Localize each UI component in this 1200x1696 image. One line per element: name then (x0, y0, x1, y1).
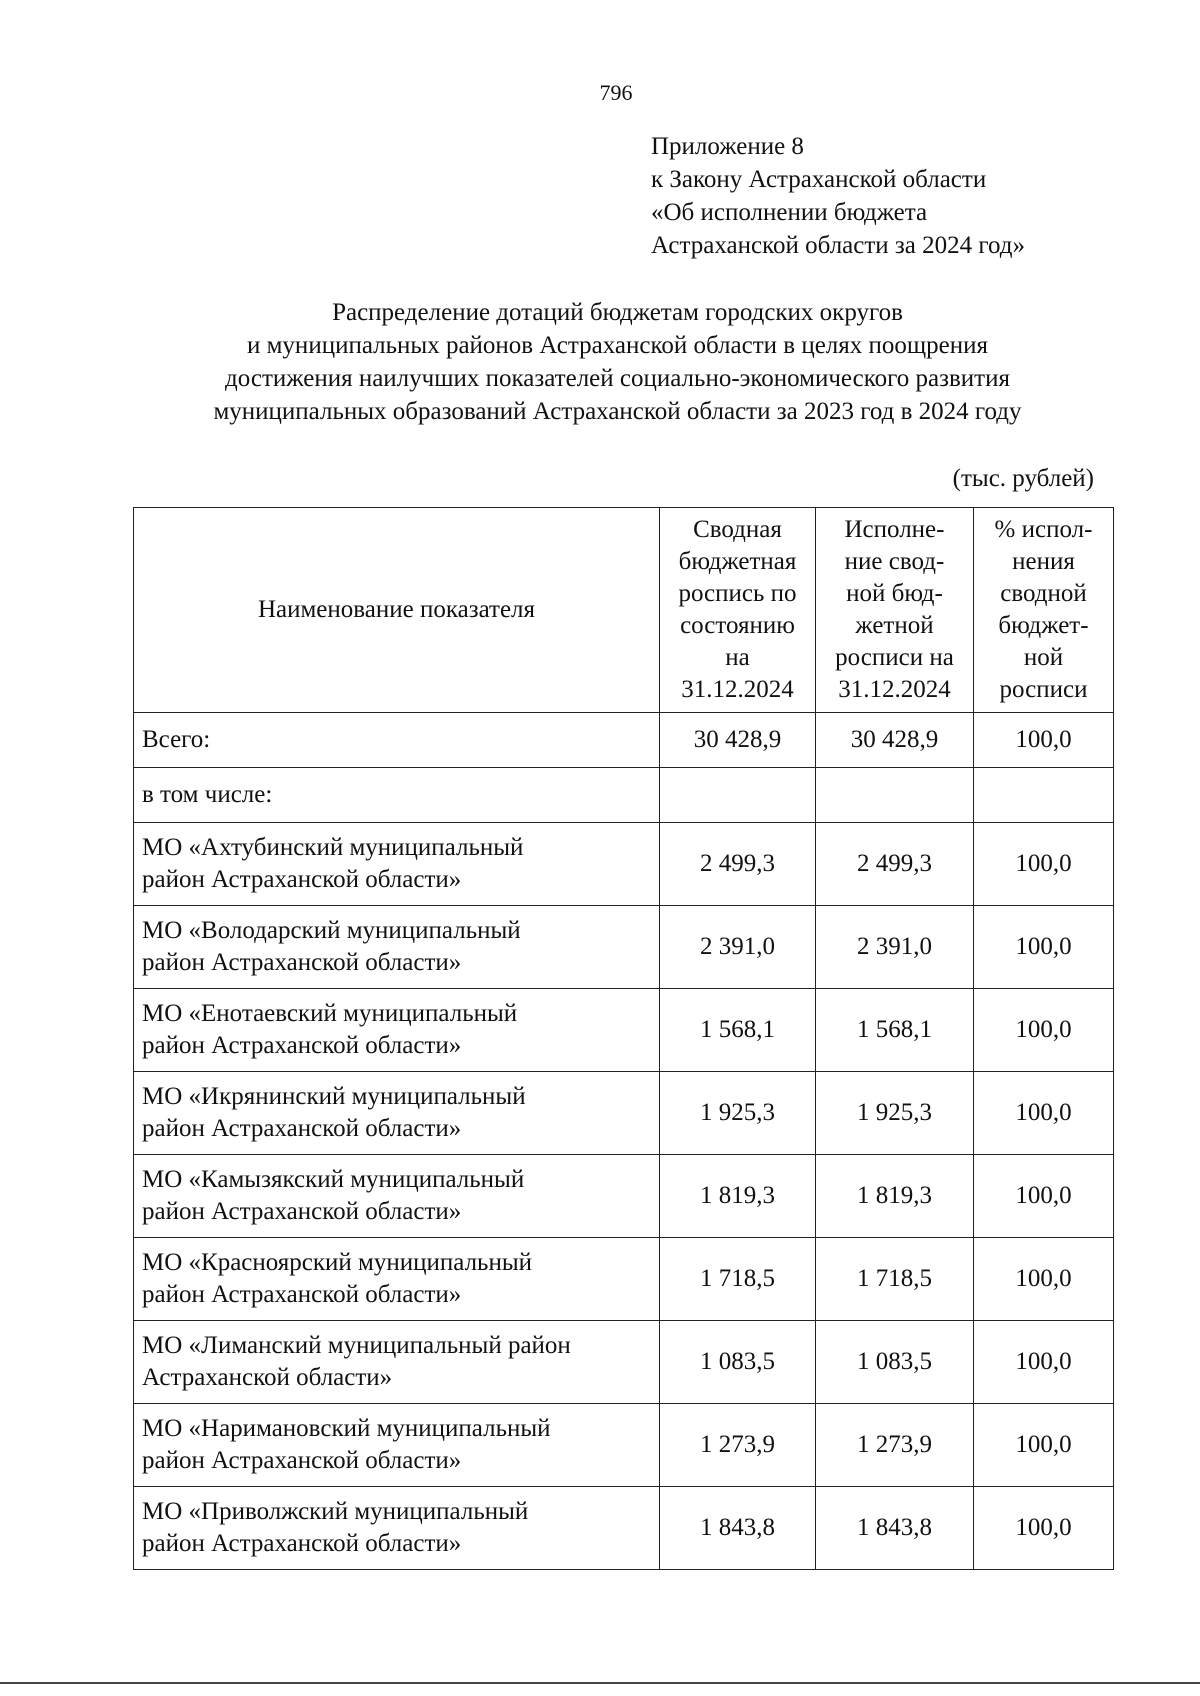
row-percent: 100,0 (974, 1321, 1114, 1404)
row-percent: 100,0 (974, 1155, 1114, 1238)
row-name (134, 823, 660, 906)
header-line: нения (1012, 548, 1075, 575)
header-line: жетной (855, 612, 934, 639)
row-percent: 100,0 (974, 823, 1114, 906)
row-name-line: район Астраханской области» (142, 1447, 462, 1474)
row-name-line: МО «Икрянинский муниципальный (142, 1083, 526, 1110)
appendix-note (651, 130, 1025, 262)
row-percent: 100,0 (974, 713, 1114, 768)
header-line: сводной (1000, 580, 1087, 607)
title-line: достижения наилучших показателей социально-экономического развития (225, 365, 1010, 392)
row-planned: 1 273,9 (660, 1404, 816, 1487)
appendix-line: «Об исполнении бюджета (651, 199, 928, 226)
empty-cell (816, 768, 974, 823)
row-name: Всего: (134, 713, 660, 768)
row-percent: 100,0 (974, 989, 1114, 1072)
row-name (134, 1155, 660, 1238)
header-line: роспись по (678, 580, 797, 607)
row-planned: 2 391,0 (660, 906, 816, 989)
row-executed: 2 391,0 (816, 906, 974, 989)
row-planned: 1 083,5 (660, 1321, 816, 1404)
row-name (134, 989, 660, 1072)
row-name-line: район Астраханской области» (142, 1032, 462, 1059)
row-percent: 100,0 (974, 906, 1114, 989)
header-percent (974, 508, 1114, 713)
row-name (134, 1321, 660, 1404)
page-number: 796 (599, 80, 633, 105)
table-row (134, 906, 1114, 989)
row-name-line: район Астраханской области» (142, 1281, 462, 1308)
row-name-line: район Астраханской области» (142, 1115, 462, 1142)
row-executed: 1 843,8 (816, 1487, 974, 1570)
units-note: (тыс. рублей) (952, 465, 1094, 492)
table-row (134, 1404, 1114, 1487)
empty-cell (660, 768, 816, 823)
row-executed: 1 819,3 (816, 1155, 974, 1238)
table-row (134, 823, 1114, 906)
header-executed (816, 508, 974, 713)
row-name-line: МО «Камызякский муниципальный (142, 1166, 525, 1193)
row-planned: 1 843,8 (660, 1487, 816, 1570)
row-executed: 1 568,1 (816, 989, 974, 1072)
row-name-line: МО «Ахтубинский муниципальный (142, 834, 524, 861)
table-header-row (134, 508, 1114, 713)
header-line: бюджетная (678, 548, 797, 575)
table-row-total (134, 713, 1114, 768)
row-name-line: МО «Володарский муниципальный (142, 917, 521, 944)
table-row (134, 1238, 1114, 1321)
row-planned: 1 718,5 (660, 1238, 816, 1321)
row-executed: 2 499,3 (816, 823, 974, 906)
row-name (134, 1404, 660, 1487)
row-planned: 1 819,3 (660, 1155, 816, 1238)
row-executed: 1 925,3 (816, 1072, 974, 1155)
header-line: ной бюд- (846, 580, 943, 607)
row-name (134, 1487, 660, 1570)
empty-cell (974, 768, 1114, 823)
header-line: Исполне- (844, 516, 945, 543)
table-row (134, 1487, 1114, 1570)
header-line: росписи (999, 676, 1088, 703)
appendix-line: к Закону Астраханской области (651, 166, 987, 193)
appendix-line: Астраханской области за 2024 год» (651, 232, 1026, 259)
budget-table (133, 507, 1114, 1570)
row-name-line: Астраханской области» (142, 1364, 393, 1391)
document-title (130, 296, 1105, 428)
row-name (134, 1238, 660, 1321)
row-executed: 30 428,9 (816, 713, 974, 768)
header-line: ной (1023, 644, 1064, 671)
table-row (134, 1321, 1114, 1404)
title-line: Распределение дотаций бюджетам городских округов (332, 299, 903, 326)
row-percent: 100,0 (974, 1238, 1114, 1321)
table-row (134, 989, 1114, 1072)
row-executed: 1 273,9 (816, 1404, 974, 1487)
row-planned: 1 925,3 (660, 1072, 816, 1155)
appendix-line: Приложение 8 (651, 133, 804, 160)
row-name-line: МО «Наримановский муниципальный (142, 1415, 551, 1442)
title-line: муниципальных образований Астраханской области за 2023 год в 2024 году (213, 398, 1022, 425)
row-executed: 1 718,5 (816, 1238, 974, 1321)
table-row-subheading (134, 768, 1114, 823)
header-line: на (725, 644, 750, 671)
header-line: бюджет- (998, 612, 1089, 639)
table-row (134, 1072, 1114, 1155)
header-name: Наименование показателя (134, 508, 660, 713)
row-planned: 2 499,3 (660, 823, 816, 906)
row-name-line: район Астраханской области» (142, 866, 462, 893)
header-line: ние свод- (844, 548, 945, 575)
row-percent: 100,0 (974, 1404, 1114, 1487)
row-name-line: район Астраханской области» (142, 949, 462, 976)
row-name (134, 1072, 660, 1155)
row-name-line: МО «Енотаевский муниципальный (142, 1000, 518, 1027)
row-executed: 1 083,5 (816, 1321, 974, 1404)
row-name-line: МО «Приволжский муниципальный (142, 1498, 529, 1525)
header-line: Сводная (693, 516, 782, 543)
row-percent: 100,0 (974, 1487, 1114, 1570)
title-line: и муниципальных районов Астраханской области в целях поощрения (246, 332, 989, 359)
row-name-line: МО «Красноярский муниципальный (142, 1249, 533, 1276)
row-name-line: район Астраханской области» (142, 1198, 462, 1225)
row-name-line: МО «Лиманский муниципальный район (142, 1332, 571, 1359)
header-line: % испол- (994, 516, 1093, 543)
header-planned (660, 508, 816, 713)
row-name: в том числе: (134, 768, 660, 823)
row-planned: 30 428,9 (660, 713, 816, 768)
page-bottom-rule (0, 1682, 1200, 1684)
row-planned: 1 568,1 (660, 989, 816, 1072)
header-line: 31.12.2024 (838, 676, 951, 703)
row-name (134, 906, 660, 989)
table-row (134, 1155, 1114, 1238)
header-line: росписи на (835, 644, 954, 671)
header-line: 31.12.2024 (681, 676, 794, 703)
row-name-line: район Астраханской области» (142, 1530, 462, 1557)
row-percent: 100,0 (974, 1072, 1114, 1155)
header-line: состоянию (680, 612, 795, 639)
